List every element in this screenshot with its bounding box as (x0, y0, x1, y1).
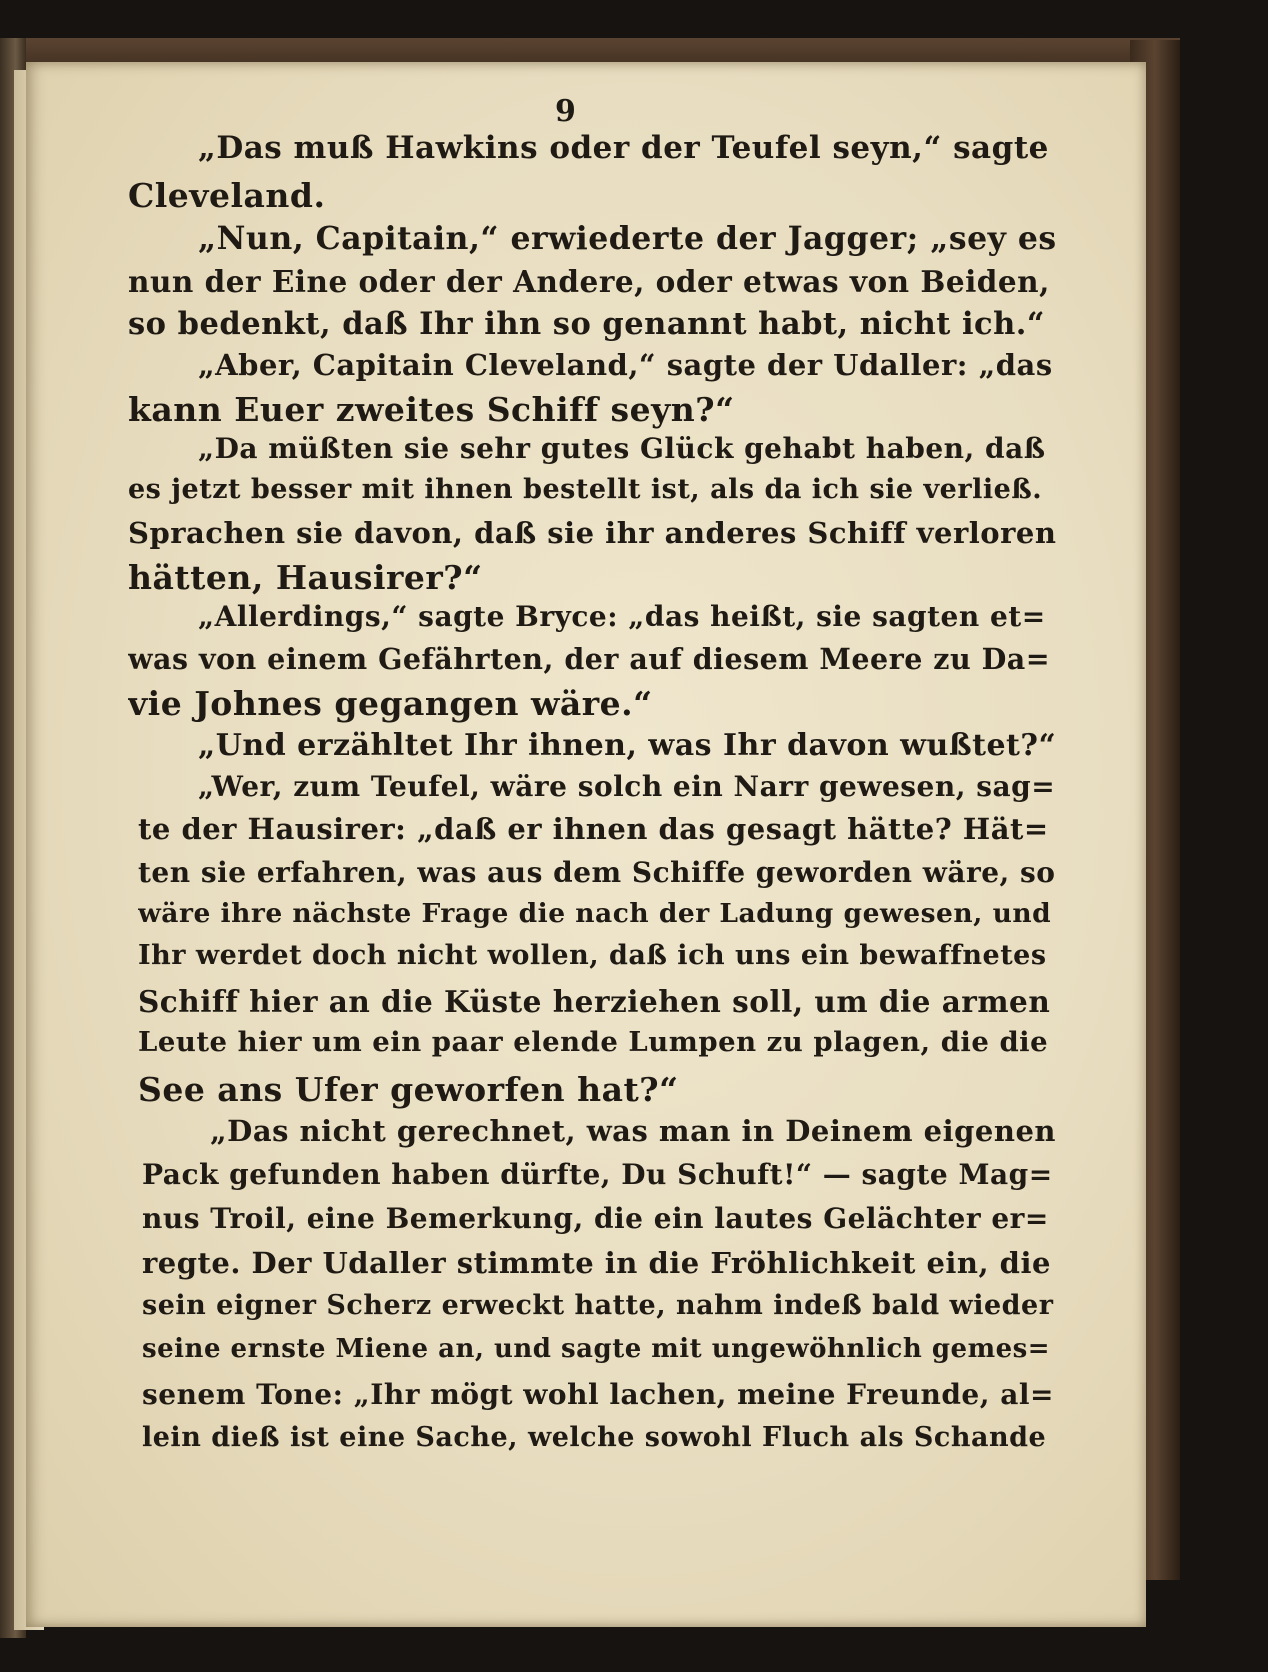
text-line-1: „Das muß Hawkins oder der Teufel seyn,“ sagte (198, 130, 1049, 166)
text-line-19: wäre ihre nächste Frage die nach der Ladung gewesen, und (138, 898, 1052, 929)
text-line-24: „Das nicht gerechnet, was man in Deinem eigenen (210, 1114, 1056, 1148)
text-line-31: lein dieß ist eine Sache, welche sowohl Fluch als Schande (142, 1422, 1047, 1453)
text-line-17: te der Hausirer: „daß er ihnen das gesagt hätte? Hät= (138, 812, 1049, 846)
text-line-10: Sprachen sie davon, daß sie ihr anderes Schiff verloren (128, 516, 1057, 550)
text-line-23: See ans Ufer geworfen hat?“ (138, 1070, 679, 1109)
text-line-3: „Nun, Capitain,“ erwiederte der Jagger; „sey es (198, 220, 1057, 257)
text-line-9: es jetzt besser mit ihnen bestellt ist, als da ich sie verließ. (128, 474, 1043, 505)
text-line-25: Pack gefunden haben dürfte, Du Schuft!“ — sagte Mag= (142, 1158, 1053, 1191)
text-line-29: seine ernste Miene an, und sagte mit ungewöhnlich gemes= (142, 1334, 1051, 1364)
text-line-26: nus Troil, eine Bemerkung, die ein lautes Gelächter er= (142, 1202, 1049, 1235)
text-line-6: „Aber, Capitain Cleveland,“ sagte der Udaller: „das (198, 348, 1053, 382)
text-line-5: so bedenkt, daß Ihr ihn so genannt habt, nicht ich.“ (128, 306, 1045, 342)
page-number: 9 (555, 94, 576, 129)
text-line-14: vie Johnes gegangen wäre.“ (128, 684, 653, 723)
text-line-13: was von einem Gefährten, der auf diesem Meere zu Da= (128, 642, 1051, 676)
text-line-30: senem Tone: „Ihr mögt wohl lachen, meine Freunde, al= (142, 1378, 1054, 1411)
text-line-11: hätten, Hausirer?“ (128, 558, 483, 597)
text-line-8: „Da müßten sie sehr gutes Glück gehabt haben, daß (198, 432, 1046, 465)
text-line-18: ten sie erfahren, was aus dem Schiffe geworden wäre, so (138, 856, 1056, 889)
text-line-15: „Und erzähltet Ihr ihnen, was Ihr davon wußtet?“ (198, 728, 1057, 763)
text-line-16: „Wer, zum Teufel, wäre solch ein Narr gewesen, sag= (198, 770, 1056, 803)
text-line-20: Ihr werdet doch nicht wollen, daß ich uns ein bewaffnetes (138, 940, 1047, 971)
text-line-2: Cleveland. (128, 176, 326, 215)
text-line-7: kann Euer zweites Schiff seyn?“ (128, 390, 735, 429)
text-line-28: sein eigner Scherz erweckt hatte, nahm indeß bald wieder (142, 1290, 1054, 1321)
text-line-4: nun der Eine oder der Andere, oder etwas von Beiden, (128, 264, 1050, 299)
text-line-27: regte. Der Udaller stimmte in die Fröhlichkeit ein, die (142, 1246, 1051, 1280)
text-line-22: Leute hier um ein paar elende Lumpen zu plagen, die die (138, 1026, 1049, 1058)
text-line-21: Schiff hier an die Küste herziehen soll, um die armen (138, 984, 1051, 1019)
text-line-12: „Allerdings,“ sagte Bryce: „das heißt, sie sagten et= (198, 600, 1046, 633)
